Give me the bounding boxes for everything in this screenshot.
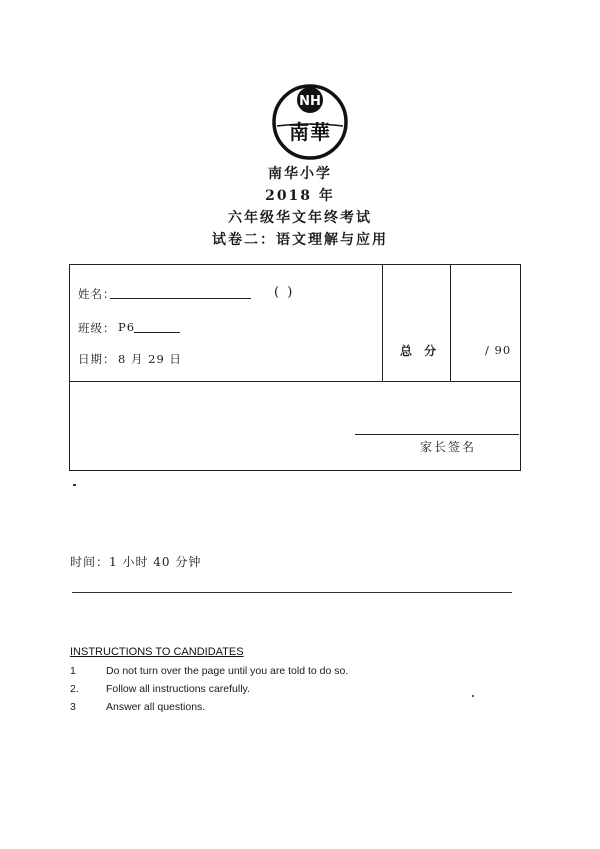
- logo-chinese-text: 南華: [289, 120, 331, 144]
- horizontal-rule: [72, 592, 512, 593]
- total-score-label: 总 分: [400, 344, 441, 358]
- parent-signature-label: 家长签名: [420, 440, 477, 454]
- exam-year: 2018 年: [265, 188, 335, 204]
- box-divider: [70, 381, 520, 382]
- instruction-number: 2.: [70, 683, 79, 695]
- class-number-parens: ( ): [274, 285, 295, 300]
- paper-title: 试卷二：语文理解与应用: [212, 232, 388, 248]
- instruction-number: 1: [70, 665, 76, 677]
- class-value: P6: [118, 320, 136, 334]
- scan-speck: [73, 484, 76, 486]
- exam-duration: 时间：1 小时 40 分钟: [70, 555, 202, 569]
- class-label: 班级：: [78, 321, 116, 335]
- instruction-number: 3: [70, 701, 76, 713]
- name-label: 姓名：: [78, 287, 116, 301]
- student-info-box: [69, 264, 521, 471]
- class-field[interactable]: [134, 332, 180, 333]
- box-column-divider: [382, 265, 383, 382]
- date-value: 8 月 29 日: [118, 352, 182, 366]
- box-column-divider: [450, 265, 451, 382]
- total-score-value: / 90: [485, 343, 512, 357]
- parent-signature-line[interactable]: [355, 434, 519, 435]
- exam-title: 六年级华文年终考试: [228, 210, 372, 226]
- date-label: 日期：: [78, 352, 116, 366]
- instruction-text: Do not turn over the page until you are told to do so.: [106, 665, 349, 677]
- instructions-heading: INSTRUCTIONS TO CANDIDATES: [70, 646, 244, 658]
- instruction-text: Answer all questions.: [106, 701, 206, 713]
- instruction-text: Follow all instructions carefully.: [106, 683, 250, 695]
- school-name: 南华小学: [268, 166, 332, 182]
- scan-speck: [472, 695, 474, 697]
- name-field[interactable]: [110, 298, 251, 299]
- logo-monogram: NH: [299, 94, 321, 109]
